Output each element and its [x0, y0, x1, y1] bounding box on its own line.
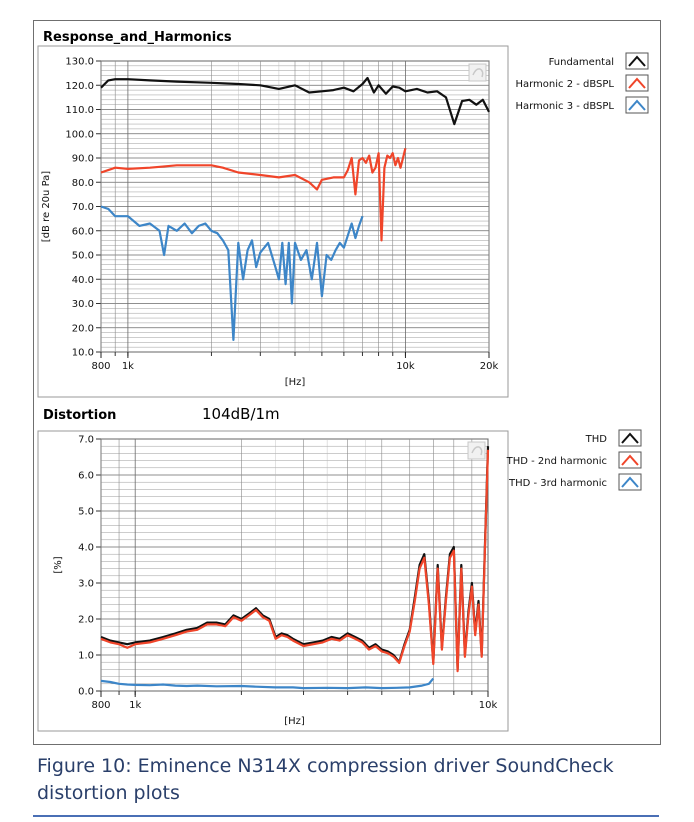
x-tick-label: 800: [91, 700, 111, 711]
legend-label: Fundamental: [548, 57, 614, 68]
legend-label: THD - 3rd harmonic: [509, 478, 607, 489]
legend-label: Harmonic 3 - dBSPL: [515, 101, 614, 112]
zoom-icon: [469, 64, 486, 81]
y-tick-label: 100.0: [65, 129, 94, 141]
figure-caption: Figure 10: Eminence N314X compression driver SoundCheck distortion plots: [37, 755, 614, 804]
chart-2: [38, 405, 641, 731]
y-tick-label: 7.0: [78, 434, 94, 446]
y-tick-label: 70.0: [71, 202, 94, 213]
legend-label: THD - 2nd harmonic: [506, 456, 607, 467]
y-tick-label: 90.0: [71, 153, 94, 165]
legend-swatch-box: [626, 53, 648, 69]
y-tick-label: 6.0: [78, 470, 94, 482]
legend-label: Harmonic 2 - dBSPL: [515, 79, 614, 90]
x-axis-label: [Hz]: [284, 377, 306, 388]
x-tick-label: 10k: [478, 700, 498, 711]
chart-1: [38, 30, 648, 397]
y-axis-label: [dB re 20u Pa]: [41, 170, 52, 243]
y-tick-label: 10.0: [71, 347, 94, 359]
zoom-icon: [468, 442, 485, 459]
y-tick-label: 30.0: [71, 299, 94, 310]
y-tick-label: 0.0: [78, 686, 94, 698]
caption-rule: [33, 815, 659, 817]
y-tick-label: 40.0: [71, 274, 94, 286]
y-tick-label: 5.0: [78, 506, 94, 518]
y-tick-label: 1.0: [78, 650, 94, 662]
chart-title: Distortion: [43, 408, 117, 423]
figure-frame: [33, 20, 661, 745]
plot-area: [101, 439, 488, 691]
y-tick-label: 130.0: [65, 56, 94, 68]
y-tick-label: 50.0: [71, 250, 94, 262]
zoom-icon-box: [469, 64, 486, 81]
legend-swatch-box: [626, 75, 648, 91]
x-tick-label: 1k: [129, 700, 142, 711]
charts-svg: [34, 21, 660, 744]
x-tick-label: 1k: [121, 361, 134, 372]
y-tick-label: 3.0: [78, 578, 94, 590]
x-tick-label: 800: [91, 361, 111, 372]
chart-title: Response_and_Harmonics: [43, 30, 232, 45]
legend-label: THD: [585, 434, 607, 445]
legend-swatch-box: [626, 97, 648, 113]
legend-swatch-box: [619, 474, 641, 490]
y-axis-label: [%]: [53, 556, 64, 574]
x-tick-label: 20k: [479, 361, 499, 372]
legend-swatch-box: [619, 430, 641, 446]
y-tick-label: 2.0: [78, 614, 94, 626]
y-tick-label: 110.0: [65, 105, 94, 116]
x-tick-label: 10k: [396, 361, 415, 372]
x-axis-label: [Hz]: [284, 716, 305, 727]
y-tick-label: 120.0: [65, 80, 94, 92]
y-tick-label: 4.0: [78, 542, 94, 554]
y-tick-label: 80.0: [71, 177, 94, 189]
chart-subtitle: 104dB/1m: [202, 405, 280, 423]
legend-swatch-box: [619, 452, 641, 468]
zoom-icon-box: [468, 442, 485, 459]
y-tick-label: 20.0: [71, 323, 94, 335]
y-tick-label: 60.0: [71, 226, 94, 238]
